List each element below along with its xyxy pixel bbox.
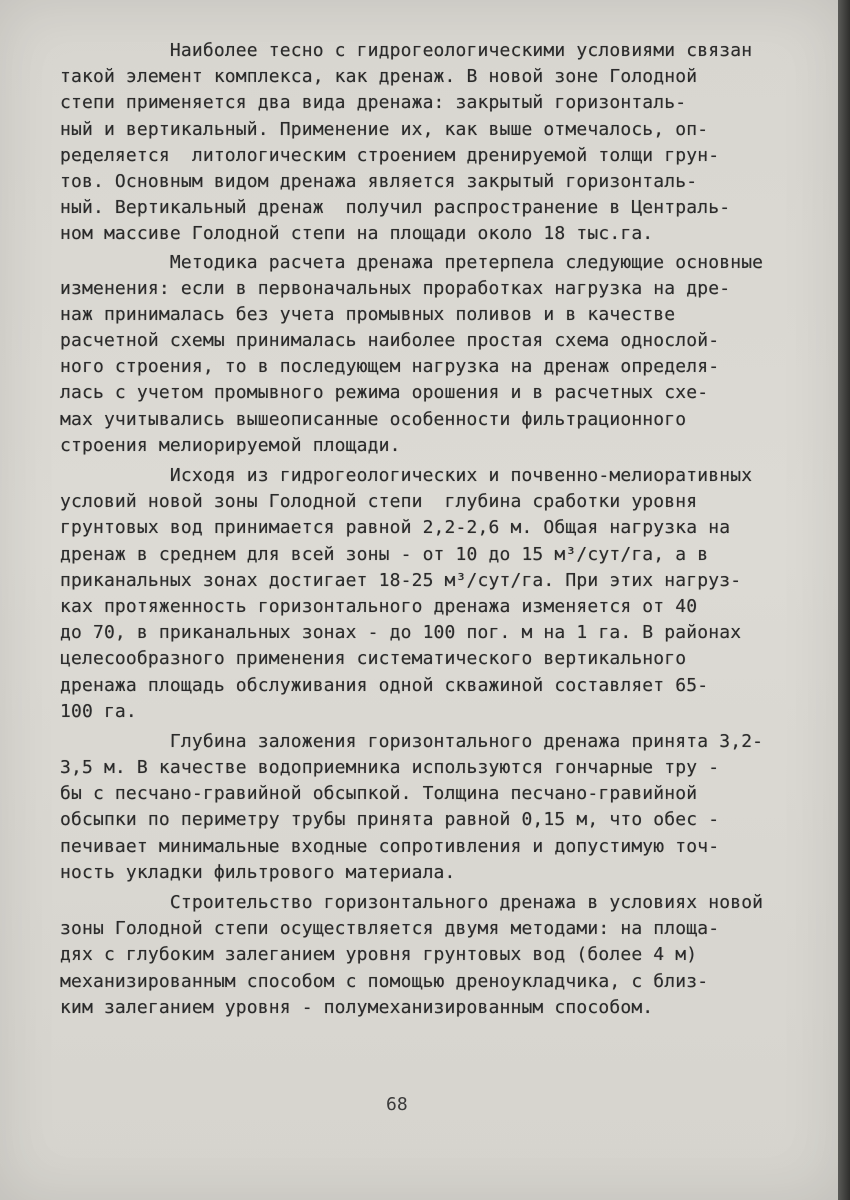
text-line: дренаж в среднем для всей зоны - от 10 до 15 м³/сут/га, а в [60,543,709,565]
text-line: 3,5 м. В качестве водоприемника используются гончарные тру - [60,757,720,779]
text-line: ный. Вертикальный дренаж получил распространение в Централь- [60,197,731,219]
text-line: Глубина заложения горизонтального дренажа принята 3,2- [60,730,764,752]
text-line: дях с глубоким залеганием уровня грунтовых вод (более 4 м) [60,944,698,966]
text-line: приканальных зонах достигает 18-25 м³/сут/га. При этих нагруз- [60,569,742,591]
text-line: ределяется литологическим строением дренируемой толщи грун- [60,144,720,166]
paragraph-drainage-depth [60,729,820,886]
text-line: Строительство горизонтального дренажа в условиях новой [60,892,764,913]
text-line: условий новой зоны Голодной степи глубина сработки уровня [60,491,698,513]
text-line: ного строения, то в последующем нагрузка на дренаж определя- [60,356,720,378]
text-line: строения мелиорируемой площади. [60,434,401,456]
text-line: ность укладки фильтрового материала. [60,861,456,883]
paragraph-groundwater-conditions [60,463,820,725]
page-number: 68 [386,1094,408,1115]
text-line: тов. Основным видом дренажа является закрытый горизонталь- [60,170,698,192]
text-line: печивает минимальные входные сопротивления и допустимую точ- [60,835,720,857]
text-line: бы с песчано-гравийной обсыпкой. Толщина песчано-гравийной [60,783,698,805]
text-line: грунтовых вод принимается равной 2,2-2,6 м. Общая нагрузка на [60,517,731,539]
body-text [60,38,820,1021]
text-line: наж принималась без учета промывных поливов и в качестве [60,303,676,325]
text-line: зоны Голодной степи осуществляется двумя методами: на площа- [60,918,720,940]
text-line: ким залеганием уровня - полумеханизированным способом. [60,996,654,1018]
text-line: ках протяженность горизонтального дренажа изменяется от 40 [60,595,698,617]
text-line: лась с учетом промывного режима орошения и в расчетных схе- [60,382,709,404]
text-line: Наиболее тесно с гидрогеологическими условиями связан [60,40,753,61]
text-line: расчетной схемы принималась наиболее простая схема однослой- [60,330,720,352]
text-line: изменения: если в первоначальных проработках нагрузка на дре- [60,277,731,299]
text-line: ном массиве Голодной степи на площади около 18 тыс.га. [60,223,654,245]
text-line: мах учитывались вышеописанные особенности фильтрационного [60,408,687,430]
text-line: ный и вертикальный. Применение их, как выше отмечалось, оп- [60,118,709,140]
text-line: механизированным способом с помощью дреноукладчика, с близ- [60,970,709,992]
text-line: степи применяется два вида дренажа: закрытый горизонталь- [60,92,687,114]
text-line: такой элемент комплекса, как дренаж. В новой зоне Голодной [60,66,698,88]
text-line: обсыпки по периметру трубы принята равной 0,15 м, что обес - [60,809,720,831]
text-line: Методика расчета дренажа претерпела следующие основные [60,251,764,273]
text-line: дренажа площадь обслуживания одной скважиной составляет 65- [60,674,709,696]
paragraph-drainage-types [60,38,820,248]
paragraph-construction-methods [60,890,820,1021]
text-line: Исходя из гидрогеологических и почвенно-мелиоративных [60,465,753,486]
paragraph-calculation-method [60,250,820,460]
text-line: целесообразного применения систематического вертикального [60,648,687,670]
page-edge-shadow [838,0,850,1200]
text-line: 100 га. [60,700,137,722]
text-line: до 70, в приканальных зонах - до 100 пог. м на 1 га. В районах [60,622,742,644]
